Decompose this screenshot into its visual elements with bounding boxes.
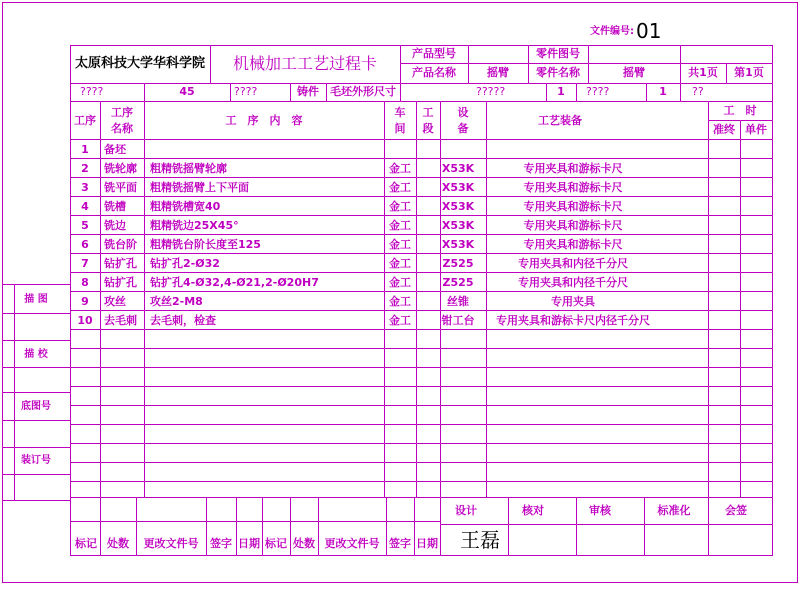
op-number: 5: [81, 218, 89, 232]
op-content: 粗精铣摇臂上下平面: [150, 180, 249, 194]
rev-date-left: 日期: [238, 537, 260, 550]
op-name: 备坯: [104, 142, 126, 156]
col-name-header-2: 名称: [111, 122, 133, 135]
rev-sign-right: 签字: [389, 537, 411, 550]
rev-sign-left: 签字: [210, 537, 232, 550]
material-cell-8: ????: [586, 85, 610, 98]
col-shop-header-1: 车: [394, 106, 406, 119]
op-shop: 金工: [389, 237, 411, 251]
material-cell-1: ????: [80, 85, 104, 98]
op-tooling: 专用夹具和内径千分尺: [518, 275, 628, 289]
designer-signature: 王磊: [460, 528, 500, 552]
op-number: 4: [81, 199, 89, 213]
rev-docno-right: 更改文件号: [324, 537, 380, 550]
col-equip-header-1: 设: [457, 106, 469, 119]
material-cell-6: ?????: [476, 85, 506, 98]
op-name: 钻扩孔: [104, 256, 137, 270]
op-shop: 金工: [389, 294, 411, 308]
col-unit-header: 单件: [745, 123, 767, 136]
op-content: 钻扩孔4-Ø32,4-Ø21,2-Ø20H7: [150, 275, 319, 289]
col-tooling-header: 工艺装备: [538, 114, 582, 127]
op-shop: 金工: [389, 180, 411, 194]
op-tooling: 专用夹具和游标卡尺: [523, 237, 623, 251]
op-tooling: 专用夹具和游标卡尺: [523, 199, 623, 213]
side-label-trace: 描 图: [24, 294, 48, 305]
col-seq-header: 工序: [74, 114, 96, 127]
op-shop: 金工: [389, 256, 411, 270]
op-number: 8: [81, 275, 89, 289]
col-section-header-1: 工: [422, 106, 434, 119]
op-tooling: 专用夹具和游标卡尺内径千分尺: [496, 313, 650, 327]
footer-audit-label: 审核: [589, 504, 611, 517]
page-number: 第1页: [734, 66, 764, 79]
op-number: 10: [77, 313, 93, 327]
op-shop: 金工: [389, 275, 411, 289]
material-cell-7: 1: [557, 85, 565, 98]
op-content: 粗精铣边25X45°: [150, 218, 239, 232]
op-name: 铣边: [104, 218, 126, 232]
col-section-header-2: 段: [422, 122, 434, 135]
op-number: 6: [81, 237, 89, 251]
op-tooling: 专用夹具和游标卡尺: [523, 218, 623, 232]
material-cell-3: ????: [234, 85, 258, 98]
op-number: 1: [81, 142, 89, 156]
op-name: 去毛刺: [104, 313, 137, 327]
col-name-header-1: 工序: [111, 106, 133, 119]
doc-number-value: 01: [636, 19, 662, 43]
rev-count-right: 处数: [293, 537, 315, 550]
rev-mark-right: 标记: [265, 537, 287, 550]
op-shop: 金工: [389, 218, 411, 232]
product-name-value: 摇臂: [487, 66, 509, 79]
op-content: 钻扩孔2-Ø32: [150, 256, 220, 270]
material-cell-5: 毛坯外形尺寸: [330, 85, 396, 98]
op-number: 3: [81, 180, 89, 194]
op-name: 铣槽: [104, 199, 126, 213]
op-tooling: 专用夹具和游标卡尺: [523, 180, 623, 194]
footer-standard-label: 标准化: [657, 504, 691, 517]
op-equipment: X53K: [441, 161, 475, 175]
col-prep-header: 准终: [713, 123, 735, 136]
op-number: 7: [81, 256, 89, 270]
material-cell-9: 1: [659, 85, 667, 98]
footer-countersign-label: 会签: [725, 504, 747, 517]
op-content: 粗精铣摇臂轮廓: [150, 161, 227, 175]
rev-date-right: 日期: [416, 537, 438, 550]
op-content: 攻丝2-M8: [150, 294, 203, 308]
op-tooling: 专用夹具和内径千分尺: [518, 256, 628, 270]
op-equipment: X53K: [441, 180, 475, 194]
op-equipment: 钳工台: [441, 313, 475, 327]
op-content: 粗精铣台阶长度至125: [150, 237, 261, 251]
footer-design-label: 设计: [455, 504, 477, 517]
material-cell-2: 45: [179, 85, 195, 98]
op-name: 攻丝: [104, 294, 126, 308]
op-name: 铣台阶: [104, 237, 137, 251]
part-name-value: 摇臂: [623, 66, 645, 79]
op-equipment: Z525: [442, 256, 474, 270]
material-cell-4: 铸件: [297, 85, 319, 98]
op-name: 铣平面: [104, 180, 137, 194]
op-tooling: 专用夹具: [551, 294, 595, 308]
op-name: 钻扩孔: [104, 275, 137, 289]
col-shop-header-2: 间: [394, 122, 406, 135]
op-equipment: X53K: [441, 218, 475, 232]
part-name-label: 零件名称: [536, 66, 580, 79]
col-content-header: 工 序 内 容: [225, 114, 303, 127]
op-name: 铣轮廓: [104, 161, 137, 175]
op-equipment: Z525: [442, 275, 474, 289]
rev-docno-left: 更改文件号: [143, 537, 199, 550]
part-drawing-label: 零件图号: [536, 47, 580, 60]
op-content: 去毛刺，检查: [150, 313, 216, 327]
rev-mark-left: 标记: [75, 537, 97, 550]
op-equipment: X53K: [441, 237, 475, 251]
side-label-base-no: 底图号: [21, 401, 51, 412]
op-equipment: 丝锥: [447, 294, 469, 308]
product-model-label: 产品型号: [412, 47, 456, 60]
doc-number-label: 文件编号:: [590, 26, 634, 37]
op-tooling: 专用夹具和游标卡尺: [523, 161, 623, 175]
side-label-binding-no: 装订号: [21, 455, 51, 466]
footer-review-label: 核对: [522, 504, 544, 517]
total-pages: 共1页: [688, 66, 718, 79]
op-equipment: X53K: [441, 199, 475, 213]
side-label-check: 描 校: [24, 349, 48, 360]
material-cell-10: ??: [692, 85, 704, 98]
col-hours-header: 工 时: [723, 104, 757, 117]
op-shop: 金工: [389, 199, 411, 213]
op-number: 2: [81, 161, 89, 175]
school-name: 太原科技大学华科学院: [74, 56, 206, 71]
product-name-label: 产品名称: [412, 66, 456, 79]
page-title: 机械加工工艺过程卡: [232, 54, 378, 73]
op-content: 粗精铣槽宽40: [150, 199, 221, 213]
col-equip-header-2: 备: [457, 122, 469, 135]
op-shop: 金工: [389, 161, 411, 175]
rev-count-left: 处数: [107, 537, 129, 550]
op-shop: 金工: [389, 313, 411, 327]
op-number: 9: [81, 294, 89, 308]
